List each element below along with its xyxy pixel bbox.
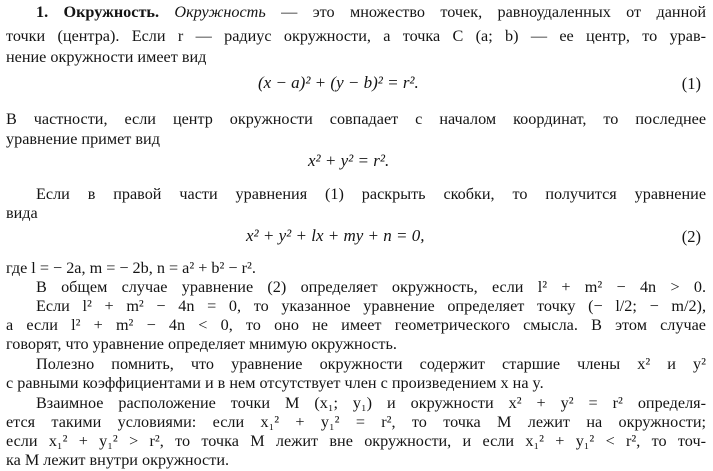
p6-line-4: ка M лежит внутри окружности. (6, 451, 230, 469)
p4-line-1: где l = − 2a, m = − 2b, n = a² + b² − r². (6, 259, 256, 277)
definition-text: — это множество точек, равноудаленных от данной (265, 3, 706, 21)
p1-line-2: точки (центра). Если r — радиус окружности, а точка C (a; b) — ее центр, то урав- (6, 27, 706, 45)
p3-line-2: вида (6, 204, 38, 222)
p6-line-3: если x₁² + y₁² > r², то точка M лежит вне окружности, и если x₁² + y₁² < r², то точ- (6, 432, 706, 450)
origin-circle-equation: x² + y² = r². (308, 151, 390, 170)
circle-equation: (x − a)² + (y − b)² = r². (258, 73, 419, 92)
section-number: 1. (36, 3, 49, 21)
equation-number-2: (2) (681, 227, 701, 246)
p2-line-2: уравнение примет вид (6, 130, 160, 148)
p3-line-1: Если в правой части уравнения (1) раскрыть скобки, то получится уравнение (36, 185, 706, 203)
p5-line-1: Полезно помнить, что уравнение окружности содержит старшие члены x² и y² (36, 355, 706, 373)
p5-line-2: с равными коэффициентами и в нем отсутствует член с произведением x на y. (6, 374, 544, 392)
p6-line-2: ется такими условиями: если x₁² + y₁² = r², то точка M лежит на окружности; (6, 413, 706, 431)
p4-line-3: Если l² + m² − 4n = 0, то указанное уравнение определяет точку (− l/2; − m/2), (36, 297, 706, 315)
section-heading: Окружность. (63, 3, 160, 21)
p1-line-3: нение окружности имеет вид (6, 48, 207, 66)
p4-line-4: а если l² + m² − 4n < 0, то оно не имеет геометрического смысла. В этом случае (6, 316, 706, 334)
p1-line-1 (36, 3, 706, 23)
equation-number-1: (1) (681, 74, 701, 93)
p6-line-1: Взаимное расположение точки M (x₁; y₁) и окружности x² + y² = r² определя- (36, 394, 706, 412)
p4-line-2: В общем случае уравнение (2) определяет окружность, если l² + m² − 4n > 0. (36, 278, 706, 296)
general-circle-equation: x² + y² + lx + my + n = 0, (246, 226, 425, 245)
p4-line-5: говорят, что уравнение определяет мнимую окружность. (6, 335, 397, 353)
p2-line-1: В частности, если центр окружности совпадает с началом координат, то последнее (6, 110, 706, 128)
defined-term: Окружность (174, 3, 266, 21)
